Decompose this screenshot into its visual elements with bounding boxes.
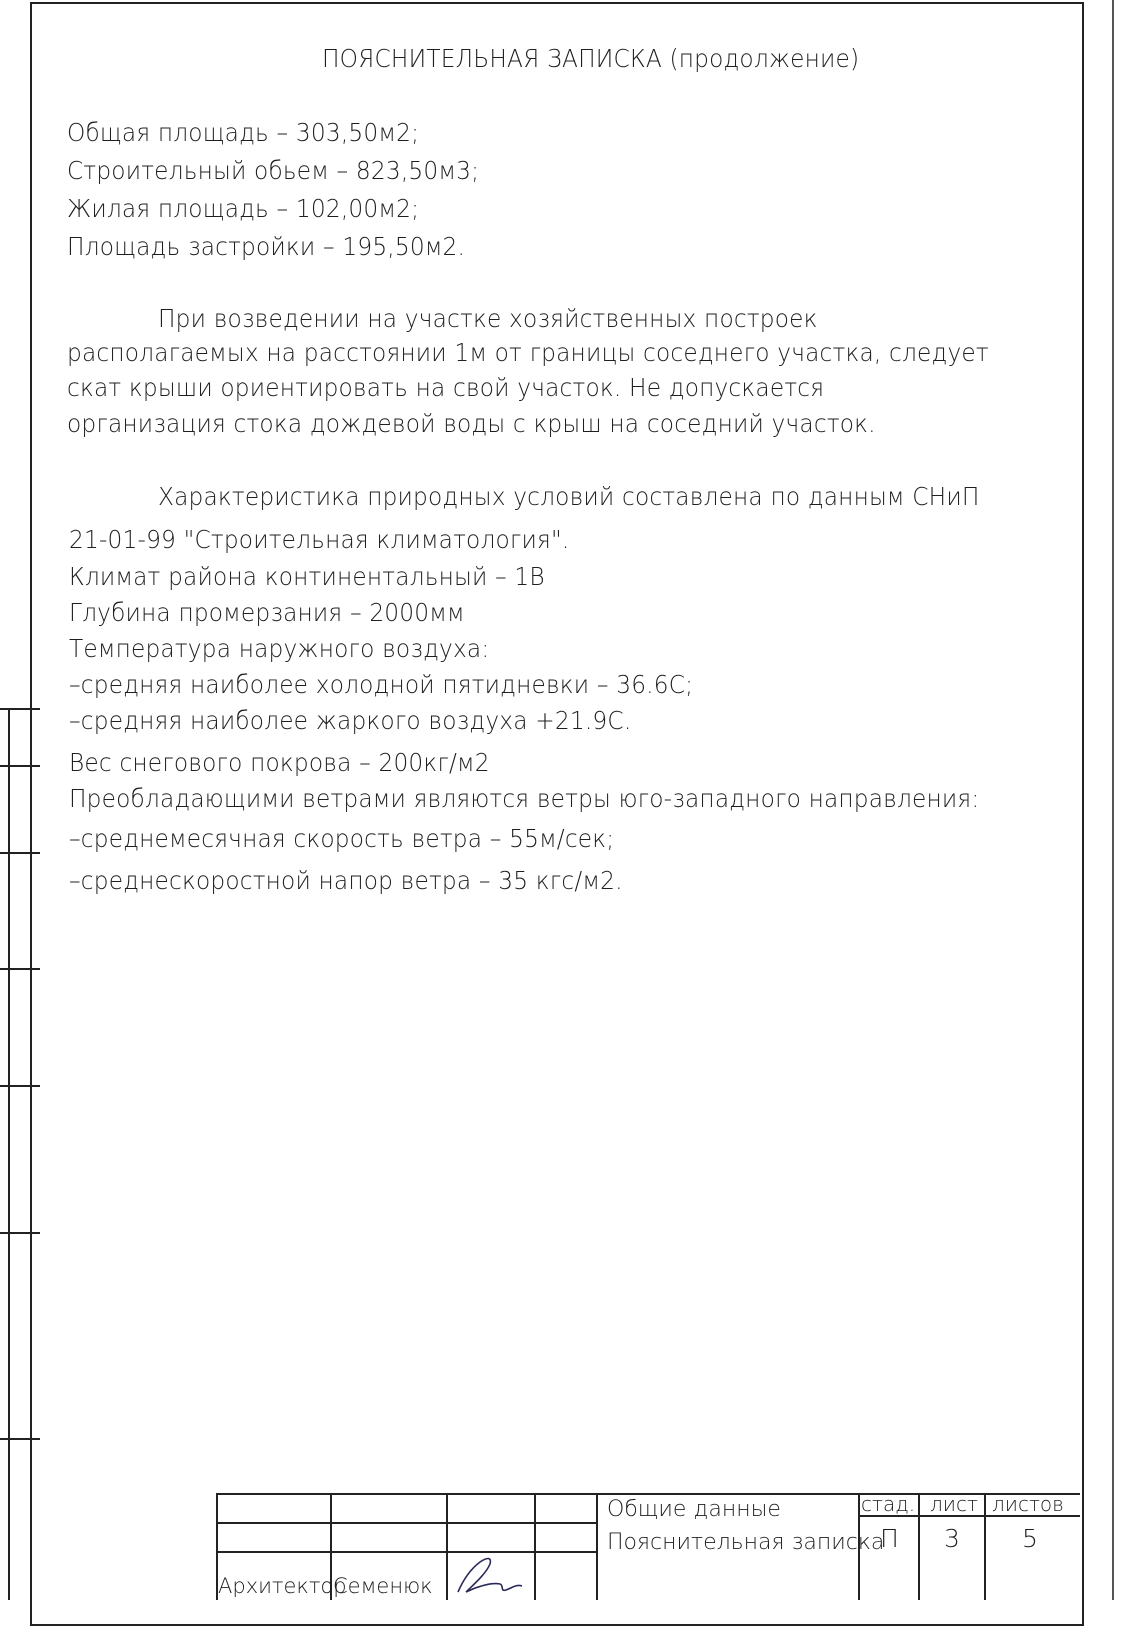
binding-strip-line [0,1232,40,1234]
climate-line: Вес снегового покрова – 200кг/м2 [69,748,490,777]
climate-line: –средняя наиболее жаркого воздуха +21.9С. [69,706,632,735]
title-block-grid-line [216,1522,596,1524]
area-line: Общая площадь – 303,50м2; [67,118,420,147]
paragraph-line: организация стока дождевой воды с крыш на соседний участок. [67,409,876,438]
binding-strip-line [0,708,40,710]
climate-line: –среднескоростной напор ветра – 35 кгс/м2. [69,866,623,895]
title-block-grid-line [596,1493,598,1600]
area-line: Жилая площадь – 102,00м2; [67,194,420,223]
climate-line: –средняя наиболее холодной пятидневки – 36.6С; [69,670,694,699]
climate-line: Преобладающими ветрами являются ветры юго-западного направления: [69,784,980,813]
right-edge-line [1112,0,1114,1600]
area-line: Площадь застройки – 195,50м2. [67,232,466,261]
page-title: ПОЯСНИТЕЛЬНАЯ ЗАПИСКА (продолжение) [322,44,860,73]
climate-line: Климат района континентальный – 1В [69,562,545,591]
climate-line: Глубина промерзания – 2000мм [69,598,465,627]
sheets-value: 5 [1022,1524,1038,1553]
author-name: Семенюк [333,1574,433,1598]
binding-strip-line [0,968,40,970]
climate-line: Характеристика природных условий составлена по данным СНиП [158,482,980,511]
signature-icon [450,1548,532,1598]
binding-strip-line [0,1438,40,1440]
title-block-grid-line [984,1493,986,1600]
binding-strip-line [0,1085,40,1087]
title-block-grid-line [918,1493,920,1600]
binding-strip-line [0,765,40,767]
section-name: Общие данные [607,1497,781,1522]
paragraph-line: располагаемых на расстоянии 1м от границы соседнего участка, следует [67,338,989,367]
stage-label: стад. [861,1492,916,1516]
title-block-grid-line [446,1493,448,1600]
sheet-label: лист [930,1492,978,1516]
role-label: Архитектор [218,1574,347,1598]
climate-line: –среднемесячная скорость ветра – 55м/сек; [69,824,615,853]
area-line: Строительный обьем – 823,50м3; [67,156,480,185]
sheet-title: Пояснительная записка [607,1530,885,1555]
binding-strip-line [0,852,40,854]
climate-line: Температура наружного воздуха: [69,634,490,663]
paragraph-line: скат крыши ориентировать на свой участок. Не допускается [67,373,825,402]
sheet-value: 3 [944,1524,960,1553]
title-block-grid-line [216,1551,596,1553]
sheets-label: листов [992,1492,1064,1516]
climate-line: 21-01-99 "Строительная климатология". [69,525,570,554]
title-block-grid-line [534,1493,536,1600]
binding-strip-vertical [8,708,10,1600]
paragraph-line: При возведении на участке хозяйственных построек [158,304,818,333]
stage-value: П [880,1524,899,1553]
